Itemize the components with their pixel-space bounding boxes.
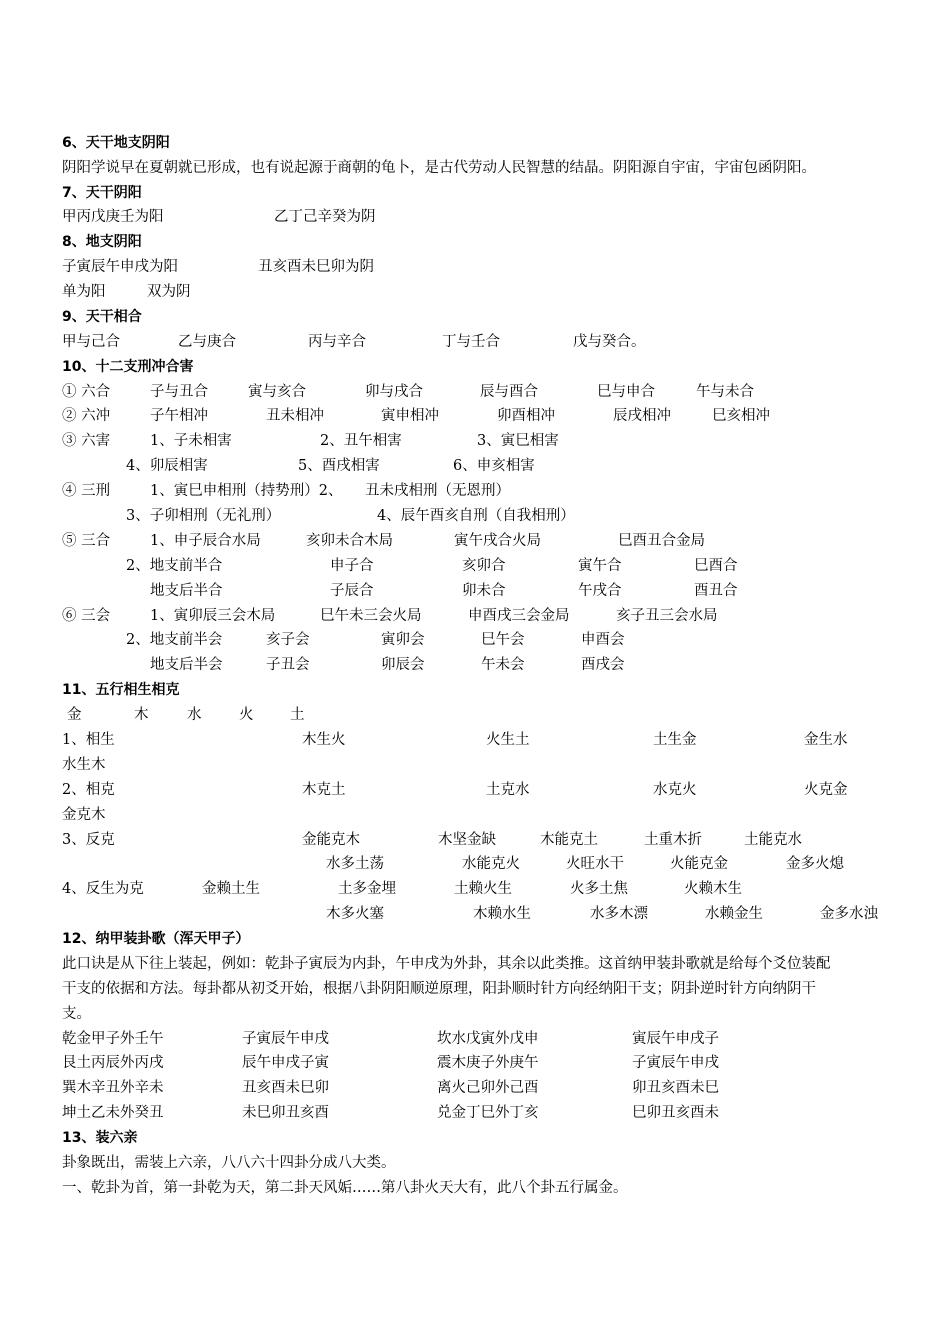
pair-item: 卯与戌合 xyxy=(365,384,423,400)
pair-item: 卯酉相冲 xyxy=(497,408,555,424)
pair-item: 3、寅巳相害 xyxy=(477,433,559,449)
pair-item: 巳与申合 xyxy=(597,384,655,400)
pair-item: 1、寅卯辰三会木局 xyxy=(150,608,276,624)
section-13-para-1: 卦象既出，需装上六亲，八八六十四卦分成八大类。 xyxy=(62,1155,396,1171)
pair-item: 子辰合 xyxy=(330,583,374,599)
relation-item: 土多金埋 xyxy=(338,881,396,897)
pair-item: 寅午合 xyxy=(578,558,622,574)
pair-item: 巳酉丑合金局 xyxy=(618,533,705,549)
najia-cell: 巳卯丑亥酉未 xyxy=(632,1105,719,1121)
odd-yang: 单为阳 xyxy=(62,284,106,300)
row-label: ① 六合 xyxy=(62,384,111,400)
relation-item: 火生土 xyxy=(486,732,530,748)
pair-item: 2、地支前半会 xyxy=(126,632,223,648)
pair-item: 1、子未相害 xyxy=(150,433,232,449)
najia-cell: 坤土乙未外癸丑 xyxy=(62,1105,164,1121)
row-label: ③ 六害 xyxy=(62,433,111,449)
relation-item: 火克金 xyxy=(804,782,848,798)
pair-item: 卯未合 xyxy=(462,583,506,599)
pair-item: 1、申子辰合水局 xyxy=(150,533,261,549)
dizhi-yin: 丑亥酉未巳卯为阴 xyxy=(258,259,374,275)
he-item: 丙与辛合 xyxy=(308,334,366,350)
section-9-title: 9、天干相合 xyxy=(62,309,142,325)
relation-item: 木能克土 xyxy=(540,832,598,848)
pair-item: 1、寅巳申相刑（持势刑）2、 xyxy=(150,483,343,499)
pair-item: 辰戌相冲 xyxy=(613,408,671,424)
pair-item: 寅申相冲 xyxy=(381,408,439,424)
pair-item: 2、地支前半合 xyxy=(126,558,223,574)
najia-cell: 未巳卯丑亥酉 xyxy=(242,1105,329,1121)
section-12-para-line-3: 支。 xyxy=(62,1006,91,1022)
relation-item: 火多土焦 xyxy=(570,881,628,897)
relation-item: 火能克金 xyxy=(670,856,728,872)
section-12-title: 12、纳甲装卦歌（浑天甲子） xyxy=(62,931,250,947)
pair-item: 酉丑合 xyxy=(694,583,738,599)
pair-item: 亥子丑三会水局 xyxy=(616,608,718,624)
relation-item: 金能克木 xyxy=(302,832,360,848)
pair-item: 酉戌会 xyxy=(581,657,625,673)
najia-cell: 离火己卯外己酉 xyxy=(437,1080,539,1096)
pair-item: 亥子会 xyxy=(266,632,310,648)
relation-item: 水多木漂 xyxy=(590,906,648,922)
pair-item: 巳酉合 xyxy=(694,558,738,574)
pair-item: 寅与亥合 xyxy=(248,384,306,400)
section-8-title: 8、地支阴阳 xyxy=(62,234,142,250)
section-12-para-line-1: 此口诀是从下往上装起，例如：乾卦子寅辰为内卦，午申戌为外卦，其余以此类推。这首纳甲装卦歌就是给每个爻位装配 xyxy=(62,956,831,972)
relation-item: 金多火熄 xyxy=(786,856,844,872)
najia-cell: 子寅辰午申戌 xyxy=(242,1031,329,1047)
pair-item: 2、丑午相害 xyxy=(320,433,402,449)
pair-item: 寅午戌合火局 xyxy=(454,533,541,549)
row-label: ⑤ 三合 xyxy=(62,533,111,549)
he-item: 甲与己合 xyxy=(62,334,120,350)
relation-item: 土重木折 xyxy=(644,832,702,848)
row-label: 4、反生为克 xyxy=(62,881,144,897)
sheng-wrap: 水生木 xyxy=(62,757,106,773)
row-label: 1、相生 xyxy=(62,732,115,748)
section-12-para-line-2: 干支的依据和方法。每卦都从初爻开始，根据八卦阴阳顺逆原理，阳卦顺时针方向经纳阳干支；阴卦逆时针方向纳阴干 xyxy=(62,981,816,997)
najia-cell: 乾金甲子外壬午 xyxy=(62,1031,164,1047)
najia-cell: 丑亥酉未巳卯 xyxy=(242,1080,329,1096)
relation-item: 金多水浊 xyxy=(820,906,878,922)
relation-item: 金赖土生 xyxy=(202,881,260,897)
najia-cell: 子寅辰午申戌 xyxy=(632,1055,719,1071)
element-item: 金 xyxy=(67,707,82,723)
pair-item: 亥卯未合木局 xyxy=(306,533,393,549)
pair-item: 3、子卯相刑（无礼刑） xyxy=(126,508,281,524)
pair-item: 巳午会 xyxy=(481,632,525,648)
row-label: ④ 三刑 xyxy=(62,483,111,499)
najia-cell: 震木庚子外庚午 xyxy=(437,1055,539,1071)
element-item: 木 xyxy=(134,707,149,723)
relation-item: 水能克火 xyxy=(462,856,520,872)
relation-item: 土克水 xyxy=(486,782,530,798)
relation-item: 火赖木生 xyxy=(684,881,742,897)
element-item: 水 xyxy=(187,707,202,723)
pair-item: 丑未相冲 xyxy=(266,408,324,424)
row-label: ② 六冲 xyxy=(62,408,111,424)
pair-item: 申酉戌三会金局 xyxy=(468,608,570,624)
pair-item: 地支后半会 xyxy=(150,657,223,673)
relation-item: 木生火 xyxy=(302,732,346,748)
pair-item: 巳亥相冲 xyxy=(712,408,770,424)
tiangan-yang: 甲丙戊庚壬为阳 xyxy=(62,209,164,225)
relation-item: 金生水 xyxy=(804,732,848,748)
najia-cell: 艮土丙辰外丙戌 xyxy=(62,1055,164,1071)
he-item: 戊与癸合。 xyxy=(573,334,646,350)
dizhi-yang: 子寅辰午申戌为阳 xyxy=(62,259,178,275)
najia-cell: 辰午申戌子寅 xyxy=(242,1055,329,1071)
relation-item: 土赖火生 xyxy=(454,881,512,897)
element-item: 火 xyxy=(239,707,254,723)
najia-cell: 坎水戊寅外戊申 xyxy=(437,1031,539,1047)
pair-item: 子午相冲 xyxy=(150,408,208,424)
section-7-title: 7、天干阴阳 xyxy=(62,185,142,201)
row-label: 2、相克 xyxy=(62,782,115,798)
relation-item: 土生金 xyxy=(653,732,697,748)
section-6-text: 阴阳学说早在夏朝就已形成，也有说起源于商朝的龟卜，是古代劳动人民智慧的结晶。阴阳源自宇宙，宇宙包函阴阳。 xyxy=(62,160,816,176)
relation-item: 木坚金缺 xyxy=(438,832,496,848)
section-13-title: 13、装六亲 xyxy=(62,1130,138,1146)
najia-cell: 巽木辛丑外辛未 xyxy=(62,1080,164,1096)
najia-cell: 寅辰午申戌子 xyxy=(632,1031,719,1047)
pair-item: 5、酉戌相害 xyxy=(298,458,380,474)
pair-item: 4、辰午酉亥自刑（自我相刑） xyxy=(377,508,575,524)
pair-item: 巳午未三会火局 xyxy=(320,608,422,624)
pair-item: 午与未合 xyxy=(696,384,754,400)
pair-item: 卯辰会 xyxy=(381,657,425,673)
relation-item: 木赖水生 xyxy=(473,906,531,922)
pair-item: 子与丑合 xyxy=(150,384,208,400)
najia-cell: 卯丑亥酉未巳 xyxy=(632,1080,719,1096)
section-10-title: 10、十二支刑冲合害 xyxy=(62,359,194,375)
pair-item: 丑未戌相刑（无恩刑） xyxy=(365,483,510,499)
he-item: 乙与庚合 xyxy=(178,334,236,350)
relation-item: 木多火塞 xyxy=(326,906,384,922)
pair-item: 寅卯会 xyxy=(381,632,425,648)
section-6-title: 6、天干地支阴阳 xyxy=(62,135,170,151)
relation-item: 木克土 xyxy=(302,782,346,798)
relation-item: 水克火 xyxy=(653,782,697,798)
relation-item: 水多土荡 xyxy=(326,856,384,872)
even-yin: 双为阴 xyxy=(147,284,191,300)
pair-item: 子丑会 xyxy=(266,657,310,673)
ke-wrap: 金克木 xyxy=(62,807,106,823)
pair-item: 亥卯合 xyxy=(462,558,506,574)
pair-item: 6、申亥相害 xyxy=(453,458,535,474)
pair-item: 4、卯辰相害 xyxy=(126,458,208,474)
element-item: 土 xyxy=(290,707,305,723)
relation-item: 水赖金生 xyxy=(705,906,763,922)
pair-item: 申酉会 xyxy=(581,632,625,648)
relation-item: 火旺水干 xyxy=(566,856,624,872)
pair-item: 午戌合 xyxy=(578,583,622,599)
pair-item: 地支后半合 xyxy=(150,583,223,599)
pair-item: 辰与酉合 xyxy=(480,384,538,400)
pair-item: 午未会 xyxy=(481,657,525,673)
section-11-title: 11、五行相生相克 xyxy=(62,682,180,698)
najia-cell: 兑金丁巳外丁亥 xyxy=(437,1105,539,1121)
row-label: ⑥ 三会 xyxy=(62,608,111,624)
pair-item: 申子合 xyxy=(330,558,374,574)
row-label: 3、反克 xyxy=(62,832,115,848)
tiangan-yin: 乙丁己辛癸为阴 xyxy=(274,209,376,225)
he-item: 丁与壬合 xyxy=(442,334,500,350)
relation-item: 土能克水 xyxy=(744,832,802,848)
section-13-para-2: 一、乾卦为首，第一卦乾为天，第二卦天风姤……第八卦火天大有，此八个卦五行属金。 xyxy=(62,1180,628,1196)
